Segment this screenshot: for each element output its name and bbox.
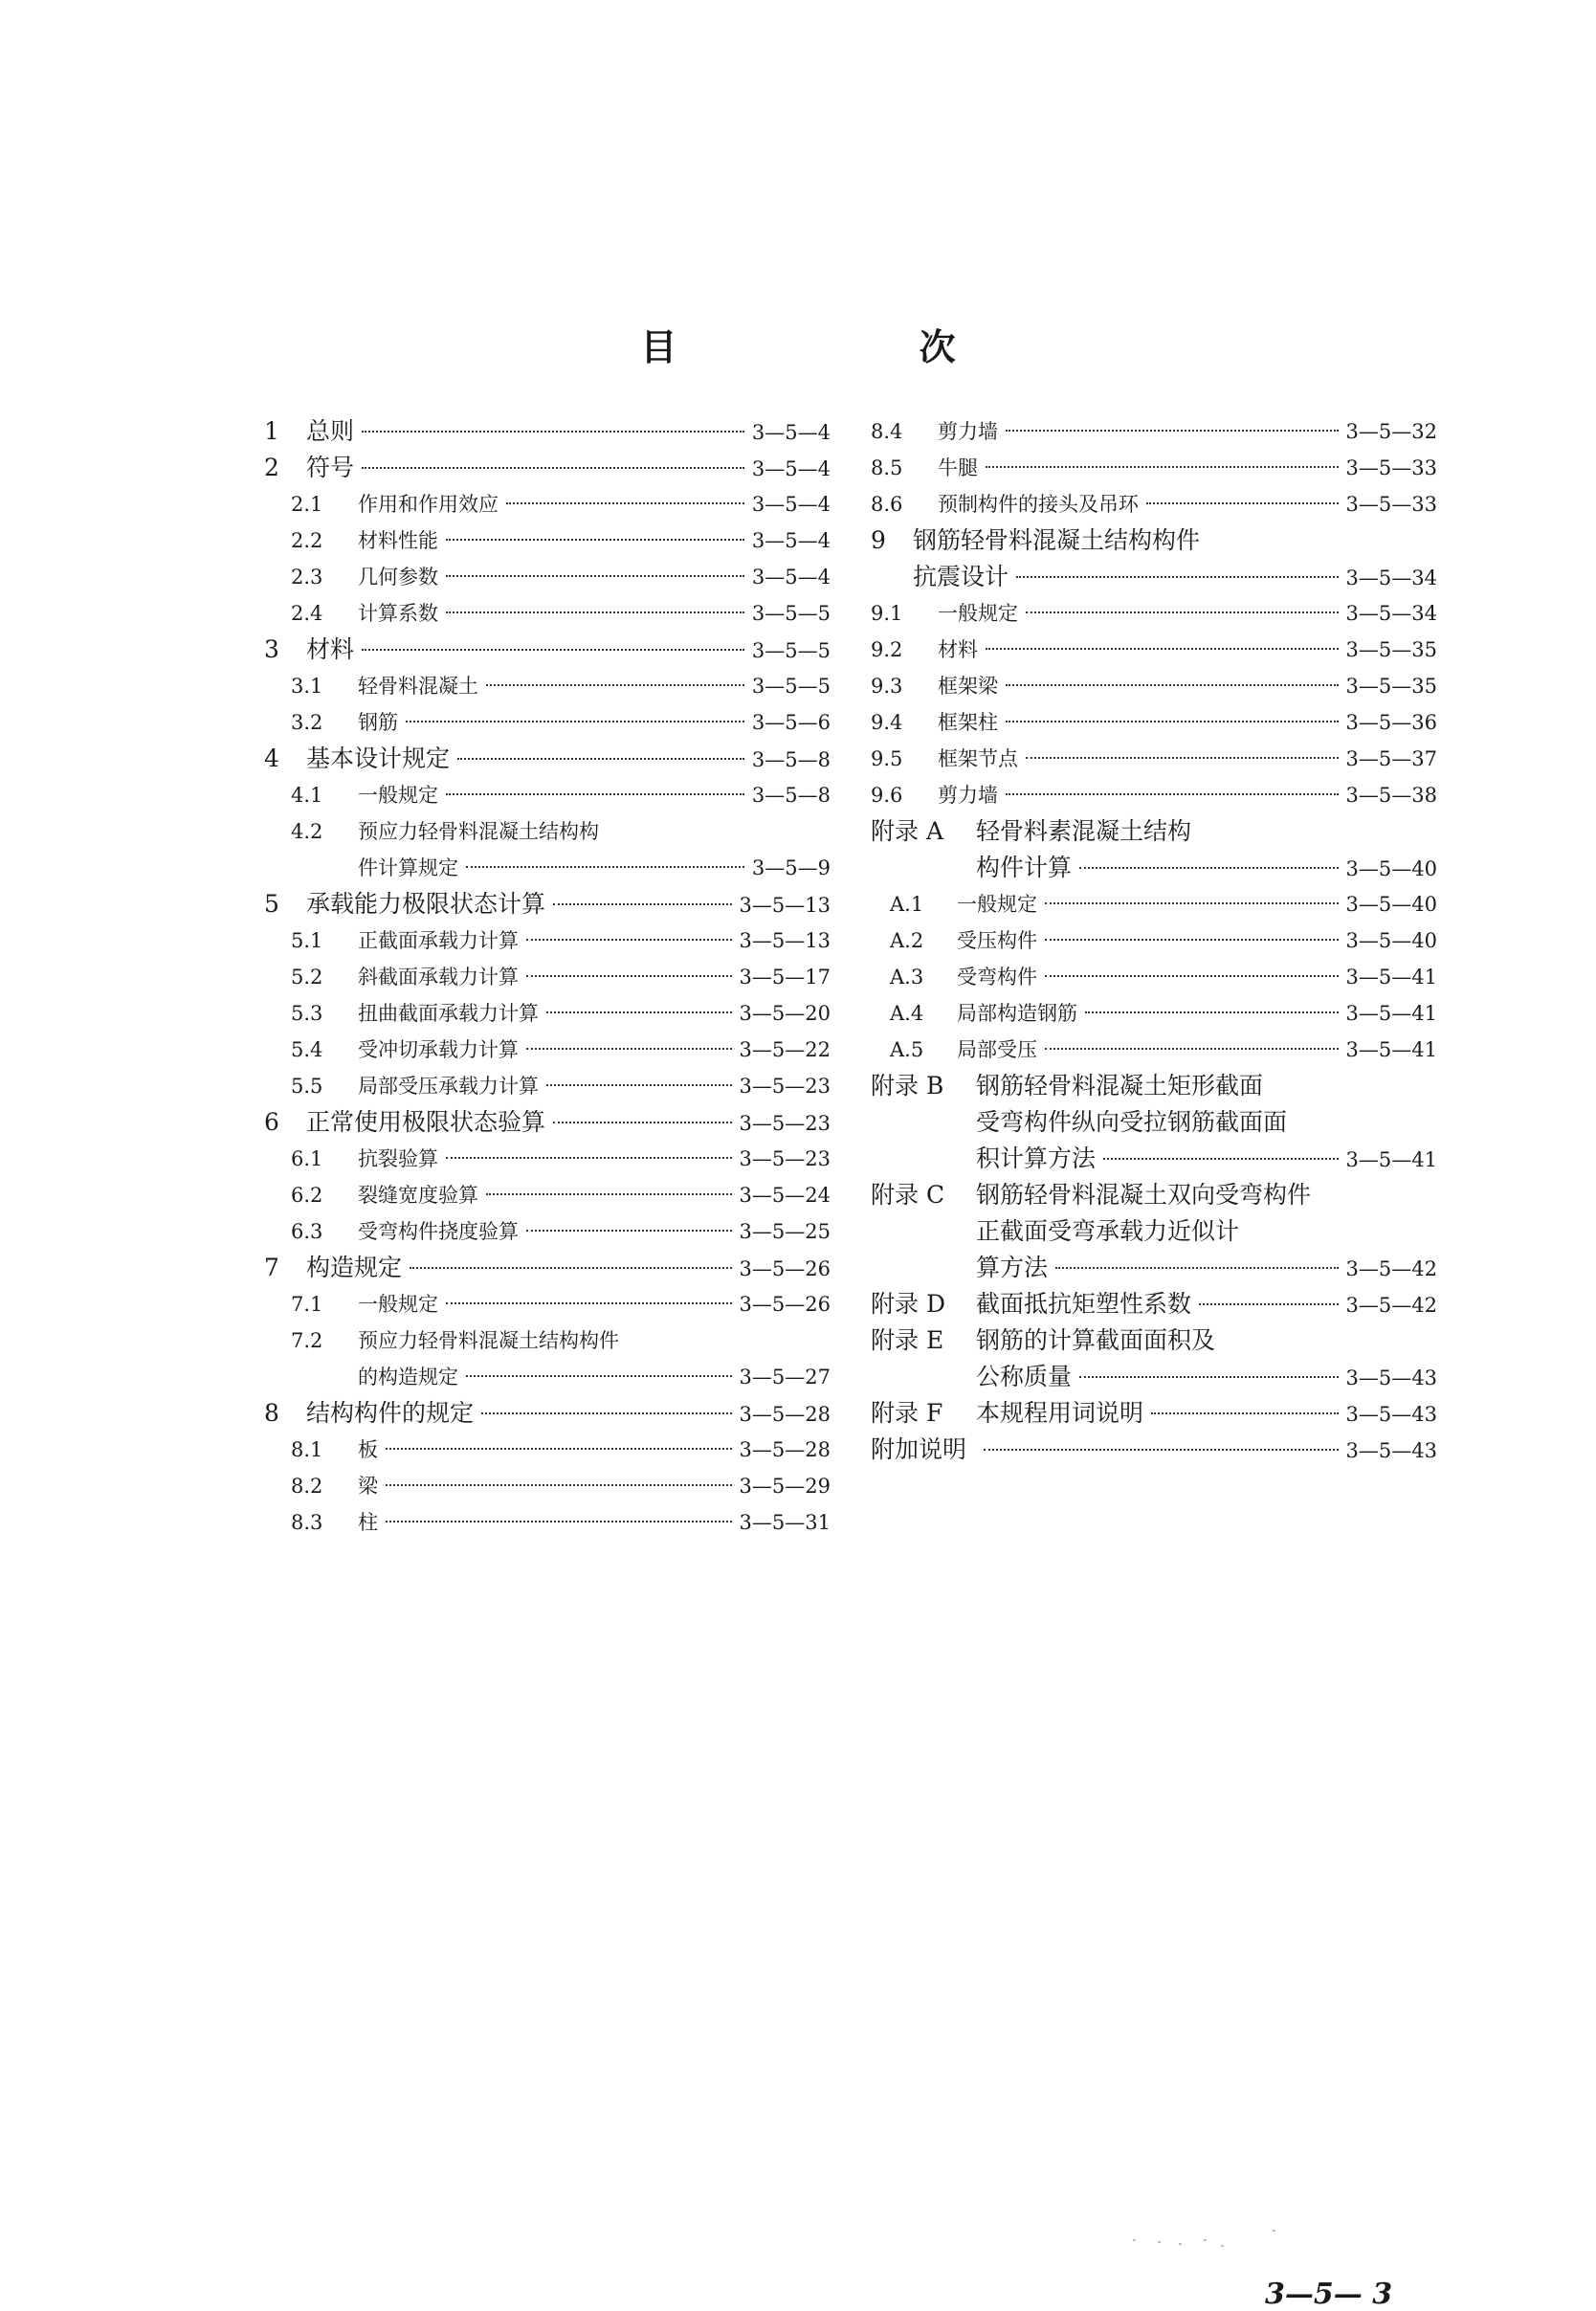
toc-entry [264, 1395, 831, 1432]
toc-entry-label: 材料 [306, 635, 355, 663]
toc-entry [871, 559, 1437, 595]
toc-entry-number: 8.2 [291, 1475, 323, 1498]
toc-entry-page: 3—5—25 [739, 1220, 831, 1243]
toc-entry-label: 局部受压承载力计算 [358, 1075, 539, 1098]
toc-entry-number: 7.1 [291, 1293, 323, 1316]
toc-entry [264, 450, 831, 486]
toc-entry-label: 一般规定 [358, 784, 438, 807]
toc-entry [871, 886, 1437, 922]
toc-entry-label: 一般规定 [358, 1293, 438, 1316]
toc-leader-dots [446, 611, 744, 613]
toc-entry-page: 3—5—4 [751, 529, 831, 552]
toc-entry-number: 附录 E [871, 1326, 944, 1354]
toc-entry-page: 3—5—8 [751, 784, 831, 807]
toc-entry [264, 1432, 831, 1468]
toc-entry-number: 9.4 [871, 711, 903, 734]
toc-entry-number: 7.2 [291, 1329, 323, 1352]
toc-leader-dots [986, 648, 1339, 650]
toc-entry-page: 3—5—41 [1345, 1002, 1437, 1025]
toc-entry [871, 741, 1437, 777]
toc-entry-number: 9.5 [871, 747, 903, 770]
toc-entry-label: 剪力墙 [938, 784, 998, 807]
toc-leader-dots [526, 1230, 732, 1232]
toc-entry [871, 486, 1437, 522]
toc-entry-number: 4 [264, 744, 279, 772]
toc-entry-label: 抗裂验算 [358, 1147, 438, 1170]
toc-entry [264, 704, 831, 741]
toc-entry-page: 3—5—23 [739, 1075, 831, 1098]
toc-entry-number: 8.4 [871, 420, 903, 443]
toc-entry-label: 总则 [306, 417, 355, 445]
toc-entry [264, 1068, 831, 1104]
toc-entry [264, 1213, 831, 1250]
toc-entry-page: 3—5—32 [1345, 420, 1437, 443]
toc-entry-page: 3—5—40 [1345, 857, 1437, 880]
toc-leader-dots [1079, 1376, 1339, 1378]
toc-leader-dots [506, 502, 744, 504]
toc-entry-page: 3—5—40 [1345, 929, 1437, 952]
toc-entry-label: 钢筋的计算截面面积及 [976, 1326, 1216, 1354]
toc-entry-number: 5.4 [291, 1038, 323, 1061]
toc-leader-dots [466, 1375, 732, 1377]
toc-entry-page: 3—5—35 [1345, 675, 1437, 698]
toc-entry-number: 9.1 [871, 602, 903, 625]
toc-entry [871, 1141, 1437, 1177]
toc-entry-label: 板 [358, 1438, 378, 1461]
toc-entry-page: 3—5—5 [751, 639, 831, 662]
toc-entry-number: 6.2 [291, 1184, 323, 1207]
toc-entry-number: 9.2 [871, 638, 903, 661]
toc-entry-number: 3.1 [291, 675, 323, 698]
toc-entry-page: 3—5—28 [739, 1403, 831, 1426]
toc-entry-label: 作用和作用效应 [358, 493, 499, 516]
toc-entry-number: A.4 [890, 1002, 924, 1025]
toc-entry-page: 3—5—20 [739, 1002, 831, 1025]
toc-entry [871, 1032, 1437, 1068]
toc-entry-label: 几何参数 [358, 566, 438, 589]
toc-entry-label: 受弯构件挠度验算 [358, 1220, 519, 1243]
toc-entry-label: 柱 [358, 1511, 378, 1534]
toc-entry-number: 附录 A [871, 817, 944, 845]
toc-entry [264, 1250, 831, 1286]
toc-entry [871, 995, 1437, 1032]
toc-entry-label: 受弯构件 [957, 966, 1037, 989]
toc-entry-page: 3—5—5 [751, 602, 831, 625]
toc-entry-page: 3—5—43 [1345, 1367, 1437, 1389]
toc-entry-label: 材料 [938, 638, 978, 661]
toc-entry-page: 3—5—29 [739, 1475, 831, 1498]
toc-entry-page: 3—5—41 [1345, 1148, 1437, 1171]
toc-entry-number: 2.3 [291, 566, 323, 589]
toc-column-right [871, 413, 1437, 1468]
toc-entry-number: 3 [264, 635, 279, 663]
toc-entry-page: 3—5—41 [1345, 1038, 1437, 1061]
toc-leader-dots [386, 1521, 732, 1522]
toc-entry [264, 886, 831, 922]
toc-entry [871, 922, 1437, 959]
toc-entry-label: 轻骨料素混凝土结构 [976, 817, 1192, 845]
toc-entry-label: 的构造规定 [358, 1366, 458, 1389]
toc-leader-dots [1006, 430, 1339, 432]
toc-entry-page: 3—5—13 [739, 894, 831, 917]
toc-entry [871, 1177, 1437, 1213]
toc-entry [871, 522, 1437, 559]
toc-leader-dots [526, 975, 732, 977]
toc-entry-label: 受弯构件纵向受拉钢筋截面面 [976, 1108, 1288, 1136]
toc-entry-page: 3—5—4 [751, 493, 831, 516]
toc-entry-number: 附录 B [871, 1072, 944, 1100]
toc-entry-label: 一般规定 [938, 602, 1018, 625]
toc-entry-page: 3—5—41 [1345, 966, 1437, 989]
toc-leader-dots [1151, 1412, 1339, 1414]
toc-entry [871, 668, 1437, 704]
toc-entry-page: 3—5—9 [751, 856, 831, 879]
toc-entry-label: 斜截面承载力计算 [358, 966, 519, 989]
toc-entry-label: 一般规定 [957, 893, 1037, 916]
toc-entry [264, 1032, 831, 1068]
toc-entry-number: 9 [871, 526, 886, 554]
toc-entry-number: 5.5 [291, 1075, 323, 1098]
toc-entry [871, 1213, 1437, 1250]
toc-entry-label: 抗震设计 [913, 563, 1009, 590]
page-number: 3—5— 3 [1265, 2278, 1393, 2311]
toc-entry-number: 2.1 [291, 493, 323, 516]
toc-entry-number: 附录 D [871, 1290, 945, 1318]
toc-leader-dots [546, 1084, 732, 1086]
toc-entry [264, 922, 831, 959]
toc-leader-dots [386, 1448, 732, 1450]
toc-entry-page: 3—5—34 [1345, 567, 1437, 589]
toc-entry-number: 6 [264, 1108, 279, 1136]
toc-entry-number: 8.6 [871, 493, 903, 516]
toc-entry-label: 钢筋轻骨料混凝土矩形截面 [976, 1072, 1264, 1100]
toc-entry-label: 构造规定 [306, 1254, 403, 1281]
toc-entry-label: 框架节点 [938, 747, 1018, 770]
toc-entry [871, 632, 1437, 668]
toc-entry-label: 钢筋轻骨料混凝土结构构件 [913, 526, 1201, 554]
toc-entry-number: 8.3 [291, 1511, 323, 1534]
toc-entry-label: 牛腿 [938, 456, 978, 479]
toc-entry [264, 1177, 831, 1213]
toc-leader-dots [1045, 975, 1339, 977]
toc-entry [264, 486, 831, 522]
toc-leader-dots [1026, 757, 1339, 759]
toc-entry-page: 3—5—5 [751, 675, 831, 698]
toc-entry-number: A.1 [890, 893, 924, 916]
toc-entry-label: 轻骨料混凝土 [358, 675, 478, 698]
toc-leader-dots [446, 1157, 732, 1159]
toc-entry-label: 结构构件的规定 [306, 1399, 475, 1427]
toc-leader-dots [984, 1449, 1339, 1451]
toc-entry-label: 预应力轻骨料混凝土结构构 [358, 820, 599, 843]
toc-entry-label: 构件计算 [976, 854, 1073, 881]
toc-entry [264, 632, 831, 668]
toc-entry-label: 积计算方法 [976, 1144, 1097, 1172]
toc-entry-label: 局部受压 [957, 1038, 1037, 1061]
toc-entry-number: 6.3 [291, 1220, 323, 1243]
toc-entry [264, 413, 831, 450]
toc-entry-label: 正截面承载力计算 [358, 929, 519, 952]
toc-entry-label: 局部构造钢筋 [957, 1002, 1077, 1025]
toc-entry-label: 钢筋 [358, 711, 398, 734]
toc-leader-dots [446, 793, 744, 795]
toc-entry [264, 522, 831, 559]
toc-leader-dots [486, 1193, 732, 1195]
toc-entry-page: 3—5—31 [739, 1511, 831, 1534]
toc-entry-page: 3—5—43 [1345, 1439, 1437, 1462]
toc-entry-page: 3—5—28 [739, 1438, 831, 1461]
toc-entry-number: 4.2 [291, 820, 323, 843]
toc-leader-dots [406, 721, 744, 722]
toc-entry [264, 595, 831, 632]
toc-entry [871, 413, 1437, 450]
toc-entry [264, 813, 831, 850]
toc-entry-label: 算方法 [976, 1254, 1049, 1281]
toc-entry [871, 1359, 1437, 1395]
toc-leader-dots [1146, 502, 1339, 504]
toc-entry-label: 受压构件 [957, 929, 1037, 952]
toc-entry-label: 正截面受弯承载力近似计 [976, 1217, 1240, 1245]
toc-entry-page: 3—5—4 [751, 566, 831, 589]
toc-entry-page: 3—5—23 [739, 1112, 831, 1135]
toc-entry [264, 777, 831, 813]
toc-leader-dots [1085, 1011, 1339, 1013]
toc-entry-label: 符号 [306, 454, 355, 481]
toc-entry [264, 959, 831, 995]
toc-entry [264, 1141, 831, 1177]
toc-entry [264, 1286, 831, 1322]
toc-entry [264, 850, 831, 886]
toc-leader-dots [553, 903, 732, 905]
toc-entry-number: 2.2 [291, 529, 323, 552]
toc-entry [871, 1322, 1437, 1359]
toc-entry-label: 材料性能 [358, 529, 438, 552]
toc-leader-dots [410, 1267, 732, 1269]
toc-entry [264, 559, 831, 595]
toc-entry-number: 7 [264, 1254, 279, 1281]
toc-entry-label: 受冲切承载力计算 [358, 1038, 519, 1061]
toc-entry-number: 5.3 [291, 1002, 323, 1025]
toc-column-left [264, 413, 831, 1541]
toc-entry-page: 3—5—24 [739, 1184, 831, 1207]
page-title: 目 次 [640, 326, 1071, 368]
toc-leader-dots [446, 575, 744, 577]
toc-entry-label: 基本设计规定 [306, 744, 451, 772]
toc-entry-label: 公称质量 [976, 1363, 1073, 1390]
toc-entry [264, 741, 831, 777]
toc-entry [871, 777, 1437, 813]
toc-leader-dots [526, 939, 732, 941]
toc-entry-page: 3—5—26 [739, 1257, 831, 1280]
toc-leader-dots [446, 539, 744, 541]
toc-entry-page: 3—5—42 [1345, 1294, 1437, 1317]
toc-entry [871, 1250, 1437, 1286]
toc-entry-page: 3—5—6 [751, 711, 831, 734]
toc-entry-number: 1 [264, 417, 279, 445]
toc-entry-label: 截面抵抗矩塑性系数 [976, 1290, 1192, 1318]
toc-entry-label: 预应力轻骨料混凝土结构构件 [358, 1329, 619, 1352]
toc-entry-page: 3—5—40 [1345, 893, 1437, 916]
toc-entry-page: 3—5—34 [1345, 602, 1437, 625]
toc-leader-dots [1045, 902, 1339, 904]
toc-leader-dots [1079, 867, 1339, 869]
toc-entry-page: 3—5—8 [751, 748, 831, 771]
toc-entry-number: 2.4 [291, 602, 323, 625]
toc-entry-page: 3—5—17 [739, 966, 831, 989]
toc-leader-dots [1045, 939, 1339, 941]
toc-entry-label: 框架梁 [938, 675, 998, 698]
toc-leader-dots [446, 1302, 732, 1304]
toc-entry [871, 1104, 1437, 1141]
toc-leader-dots [362, 431, 744, 433]
toc-entry-page: 3—5—42 [1345, 1257, 1437, 1280]
toc-entry [264, 1104, 831, 1141]
toc-entry-number: 附录 C [871, 1181, 945, 1209]
toc-entry-number: A.5 [890, 1038, 924, 1061]
toc-entry-label: 本规程用词说明 [976, 1399, 1144, 1427]
toc-entry [871, 595, 1437, 632]
toc-entry-number: 8.5 [871, 456, 903, 479]
toc-entry-label: 框架柱 [938, 711, 998, 734]
toc-entry [871, 450, 1437, 486]
toc-entry [871, 850, 1437, 886]
toc-entry-page: 3—5—36 [1345, 711, 1437, 734]
toc-leader-dots [481, 1412, 732, 1414]
toc-entry-page: 3—5—35 [1345, 638, 1437, 661]
toc-entry-label: 预制构件的接头及吊环 [938, 493, 1139, 516]
toc-leader-dots [386, 1484, 732, 1486]
toc-entry-label: 正常使用极限状态验算 [306, 1108, 546, 1136]
toc-entry-number: A.3 [890, 966, 924, 989]
toc-leader-dots [466, 866, 744, 868]
toc-entry-number: 9.6 [871, 784, 903, 807]
toc-leader-dots [1045, 1048, 1339, 1050]
toc-leader-dots [1006, 684, 1339, 686]
toc-entry-label: 计算系数 [358, 602, 438, 625]
toc-entry [264, 1359, 831, 1395]
toc-entry-number: 8.1 [291, 1438, 323, 1461]
toc-entry [264, 1468, 831, 1504]
toc-leader-dots [1199, 1303, 1339, 1305]
toc-entry-page: 3—5—43 [1345, 1403, 1437, 1426]
toc-leader-dots [362, 467, 744, 469]
toc-leader-dots [553, 1122, 732, 1123]
toc-entry-number: 4.1 [291, 784, 323, 807]
toc-entry-page: 3—5—23 [739, 1147, 831, 1170]
toc-entry-number: 附录 F [871, 1399, 943, 1427]
toc-entry-page: 3—5—33 [1345, 493, 1437, 516]
toc-entry-page: 3—5—26 [739, 1293, 831, 1316]
toc-entry-label: 扭曲截面承载力计算 [358, 1002, 539, 1025]
toc-entry [264, 1504, 831, 1541]
toc-leader-dots [1055, 1267, 1339, 1269]
toc-entry [264, 668, 831, 704]
toc-entry-number: 8 [264, 1399, 279, 1427]
toc-entry-page: 3—5—37 [1345, 747, 1437, 770]
toc-entry-page: 3—5—13 [739, 929, 831, 952]
toc-leader-dots [526, 1048, 732, 1050]
toc-entry-number: 5.2 [291, 966, 323, 989]
toc-entry-page: 3—5—27 [739, 1366, 831, 1389]
toc-entry [264, 1322, 831, 1359]
toc-leader-dots [986, 466, 1339, 468]
toc-entry-number: 3.2 [291, 711, 323, 734]
toc-entry-number: 附加说明 [871, 1435, 967, 1463]
toc-entry-label: 裂缝宽度验算 [358, 1184, 478, 1207]
toc-entry [871, 704, 1437, 741]
toc-leader-dots [1016, 576, 1339, 578]
toc-leader-dots [1103, 1158, 1339, 1160]
toc-entry [871, 813, 1437, 850]
scan-specks [1129, 2226, 1320, 2255]
toc-leader-dots [486, 684, 744, 686]
toc-leader-dots [546, 1011, 732, 1013]
toc-entry-number: 2 [264, 454, 279, 481]
toc-entry-page: 3—5—22 [739, 1038, 831, 1061]
toc-entry [264, 995, 831, 1032]
toc-entry-number: 5 [264, 890, 279, 918]
toc-entry-number: 9.3 [871, 675, 903, 698]
toc-entry-number: 5.1 [291, 929, 323, 952]
toc-entry-page: 3—5—4 [751, 457, 831, 480]
toc-leader-dots [1006, 793, 1339, 795]
toc-leader-dots [1026, 611, 1339, 613]
toc-entry-page: 3—5—4 [751, 421, 831, 444]
toc-entry-label: 件计算规定 [358, 856, 458, 879]
toc-entry-label: 梁 [358, 1475, 378, 1498]
toc-entry [871, 1286, 1437, 1322]
toc-leader-dots [457, 758, 744, 760]
toc-entry-label: 承载能力极限状态计算 [306, 890, 546, 918]
toc-entry [871, 1432, 1437, 1468]
toc-entry-number: 6.1 [291, 1147, 323, 1170]
toc-entry-number: A.2 [890, 929, 924, 952]
toc-entry-label: 钢筋轻骨料混凝土双向受弯构件 [976, 1181, 1312, 1209]
toc-entry-page: 3—5—38 [1345, 784, 1437, 807]
toc-leader-dots [362, 649, 744, 651]
toc-entry [871, 1395, 1437, 1432]
toc-entry [871, 959, 1437, 995]
toc-entry [871, 1068, 1437, 1104]
toc-entry-label: 剪力墙 [938, 420, 998, 443]
toc-entry-page: 3—5—33 [1345, 456, 1437, 479]
toc-leader-dots [1006, 721, 1339, 722]
